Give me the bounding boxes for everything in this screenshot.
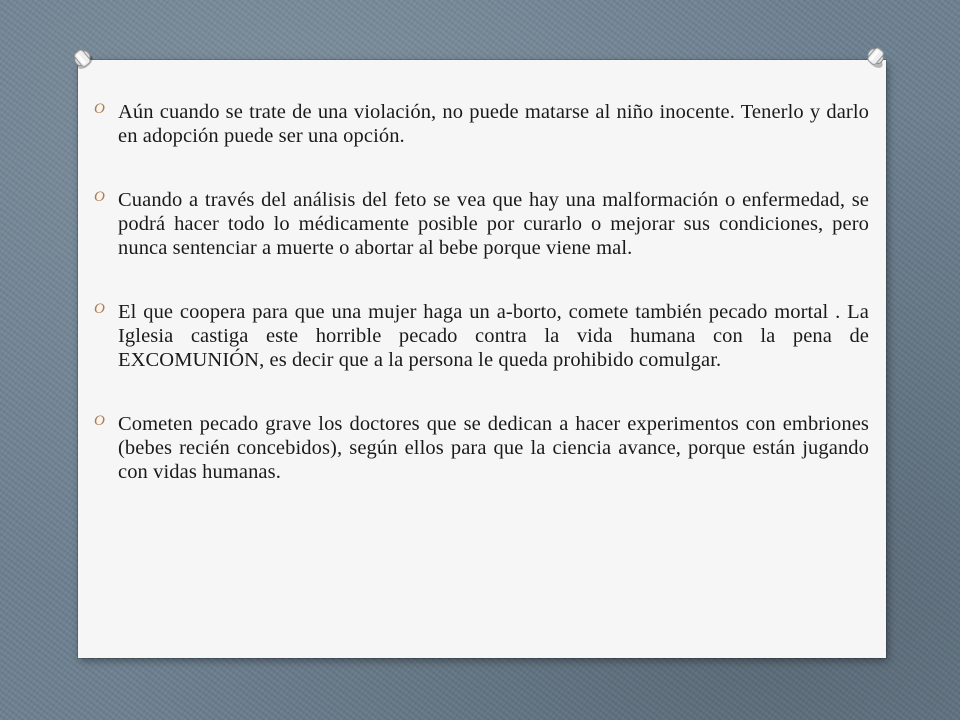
bullet-marker: O <box>94 413 105 429</box>
list-item <box>94 100 869 148</box>
list-item <box>94 188 869 260</box>
bullet-marker: O <box>94 301 105 317</box>
bullet-marker: O <box>94 189 105 205</box>
bullet-marker: O <box>94 101 105 117</box>
pushpin-icon <box>860 42 890 72</box>
bullet-text: Cuando a través del análisis del feto se vea que hay una malformación o enfermedad, se podrá hacer todo lo médicamente posible por curarlo o mejorar sus condiciones, pero nunca sentenciar a muerte o abortar al bebe porque viene mal. <box>118 189 869 259</box>
pushpin-icon <box>68 44 98 74</box>
list-item <box>94 412 869 484</box>
bullet-text: El que coopera para que una mujer haga un a-borto, comete también pecado mortal . La Iglesia castiga este horrible pecado contra la vida humana con la pena de EXCOMUNIÓN, es decir que a la persona le queda prohibido comulgar. <box>118 301 869 371</box>
list-item <box>94 300 869 372</box>
bullet-list <box>94 100 869 524</box>
bullet-text: Cometen pecado grave los doctores que se dedican a hacer experimentos con embriones (bebes recién concebidos), según ellos para que la ciencia avance, porque están jugando con vidas humanas. <box>118 413 869 483</box>
bullet-text: Aún cuando se trate de una violación, no puede matarse al niño inocente. Tenerlo y darlo en adopción puede ser una opción. <box>118 101 869 147</box>
